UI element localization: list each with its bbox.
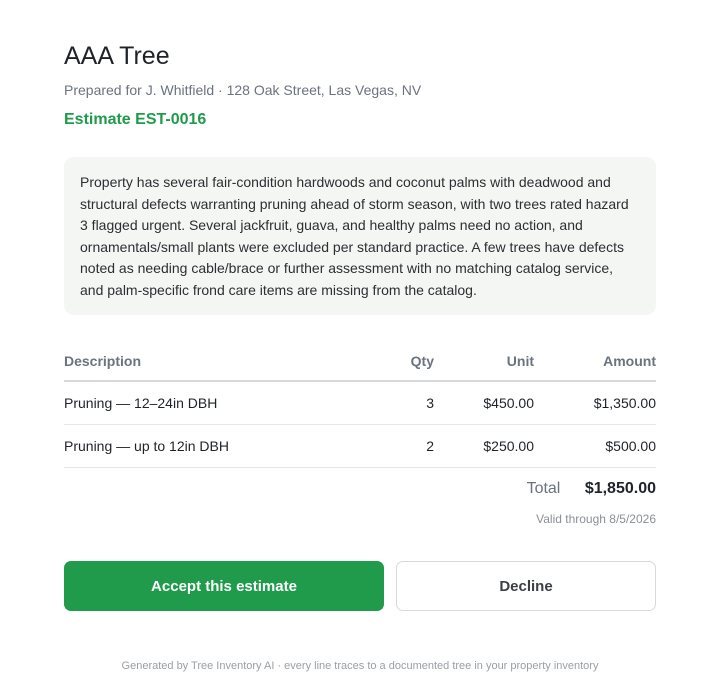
column-header-unit: Unit bbox=[506, 353, 534, 369]
row-description: Pruning — up to 12in DBH bbox=[64, 438, 229, 454]
total-value: $1,850.00 bbox=[584, 480, 656, 497]
row-qty: 3 bbox=[426, 395, 434, 411]
total-row bbox=[527, 480, 656, 498]
estimate-id: Estimate EST-0016 bbox=[64, 111, 207, 128]
column-header-description: Description bbox=[64, 353, 142, 369]
row-unit-price: $450.00 bbox=[483, 395, 534, 411]
row-amount: $500.00 bbox=[605, 438, 656, 454]
row-qty: 2 bbox=[426, 438, 434, 454]
estimate-summary: Property has several fair-condition hardwoods and coconut palms with deadwood and structural defects warranting pruning ahead of storm season, with two trees rated hazard 3 flagged urgent. Several jackfruit, guava, and healthy palms need no action, and ornamentals/small plants were excluded per standard practice. A few trees have defects noted as needing cable/brace or further assessment with no matching catalog service, and palm-specific frond care items are missing from the catalog. bbox=[64, 157, 656, 315]
table-row bbox=[64, 382, 656, 425]
row-unit-price: $250.00 bbox=[483, 438, 534, 454]
column-header-amount: Amount bbox=[603, 353, 656, 369]
column-header-qty: Qty bbox=[410, 353, 434, 369]
prepared-for: Prepared for J. Whitfield · 128 Oak Street, Las Vegas, NV bbox=[64, 82, 422, 98]
table-header bbox=[64, 340, 656, 382]
footer-note: Generated by Tree Inventory AI · every line traces to a documented tree in your property inventory bbox=[121, 660, 599, 672]
total-label: Total bbox=[526, 480, 561, 497]
decline-button[interactable]: Decline bbox=[396, 561, 656, 611]
accept-estimate-button[interactable]: Accept this estimate bbox=[64, 561, 384, 611]
valid-through: Valid through 8/5/2026 bbox=[536, 512, 656, 526]
row-description: Pruning — 12–24in DBH bbox=[64, 395, 218, 411]
row-amount: $1,350.00 bbox=[593, 395, 656, 411]
table-row bbox=[64, 425, 656, 468]
company-name: AAA Tree bbox=[64, 42, 170, 70]
line-items-table bbox=[64, 340, 656, 468]
